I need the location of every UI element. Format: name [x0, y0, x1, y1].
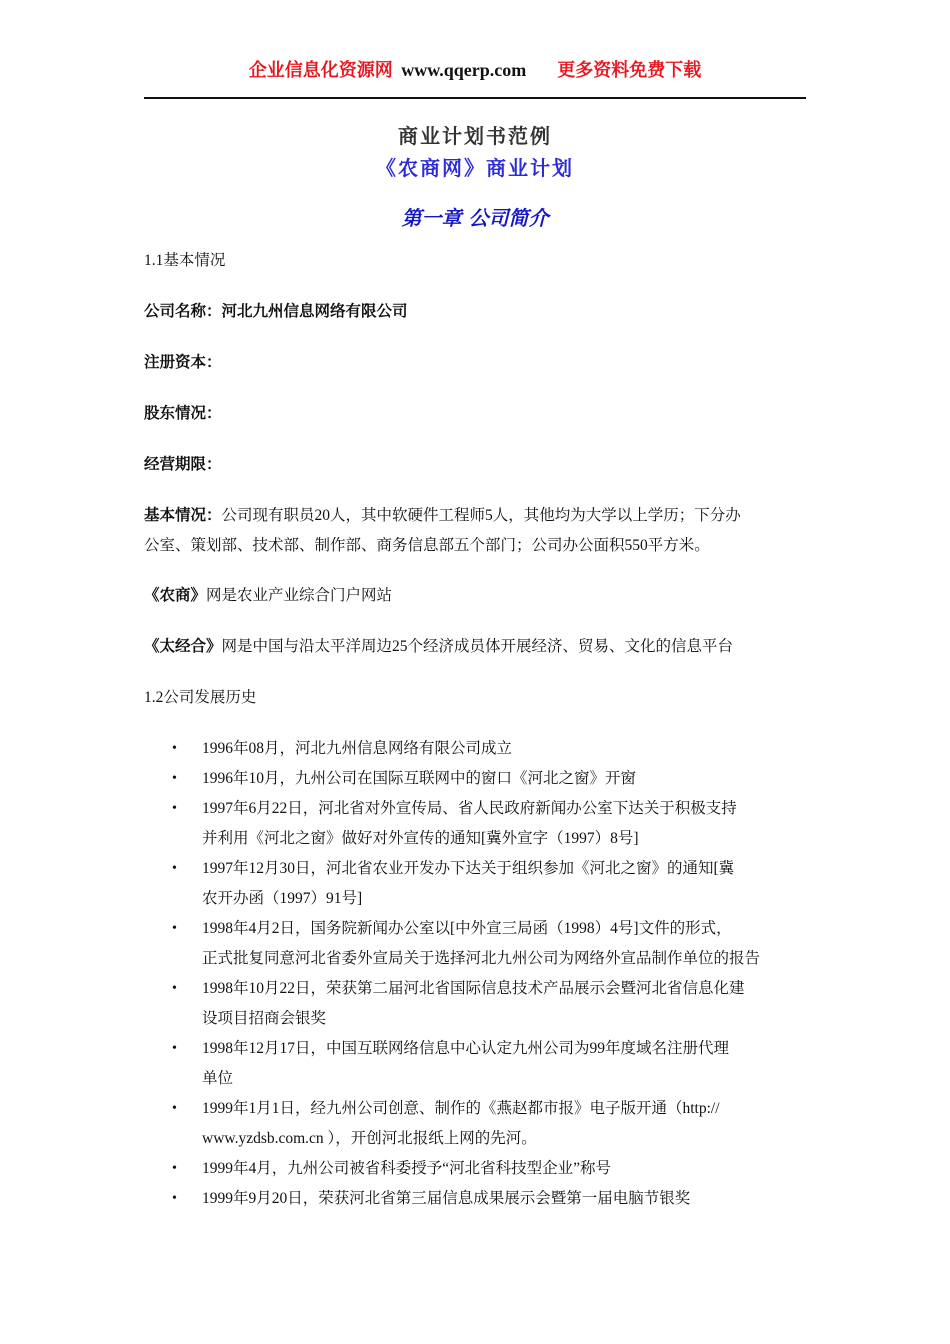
basic-info-line-2: 公室、策划部、技术部、制作部、商务信息部五个部门；公司办公面积550平方米。	[144, 537, 710, 554]
bullet-icon: •	[172, 981, 177, 996]
site-url-link[interactable]: www.qqerp.com	[401, 60, 527, 80]
list-item: • 1996年08月，河北九州信息网络有限公司成立	[144, 734, 806, 764]
business-term-label: 经营期限：	[144, 456, 222, 473]
taijinghe-desc: 网是中国与沿太平洋周边25个经济成员体开展经济、贸易、文化的信息平台	[221, 638, 734, 655]
section-heading-1-1: 1.1基本情况	[144, 252, 226, 269]
bullet-icon: •	[172, 771, 177, 786]
nongshang-name: 《农商》	[144, 587, 207, 604]
list-item: • 1996年10月，九州公司在国际互联网中的窗口《河北之窗》开窗	[144, 764, 806, 794]
document-subtitle: 《农商网》商业计划	[376, 156, 574, 180]
shareholders-label: 股东情况：	[144, 405, 222, 422]
site-name: 企业信息化资源网	[248, 60, 393, 80]
section-heading-1-2: 1.2公司发展历史	[144, 689, 257, 706]
list-item: • 1999年4月，九州公司被省科委授予“河北省科技型企业”称号	[144, 1154, 806, 1184]
company-name-field	[144, 297, 806, 327]
list-item: • 1998年12月17日，中国互联网络信息中心认定九州公司为99年度域名注册代理 单位	[144, 1034, 806, 1094]
list-item: • 1999年9月20日，荣获河北省第三届信息成果展示会暨第一届电脑节银奖	[144, 1184, 806, 1214]
list-item: • 1999年1月1日，经九州公司创意、制作的《燕赵都市报》电子版开通（http:// www.yzdsb.com.cn ），开创河北报纸上网的先河。	[144, 1094, 806, 1154]
company-name-value: 河北九州信息网络有限公司	[221, 303, 408, 320]
list-item: • 1998年4月2日，国务院新闻办公室以[中外宣三局函（1998）4号]文件的形式， 正式批复同意河北省委外宣局关于选择河北九州公司为网络外宣品制作单位的报告	[144, 914, 806, 974]
list-item: • 1998年10月22日，荣获第二届河北省国际信息技术产品展示会暨河北省信息化建 设项目招商会银奖	[144, 974, 806, 1034]
company-history-list	[144, 734, 806, 1214]
bullet-icon: •	[172, 861, 177, 876]
basic-info-line-1: 公司现有职员20人，其中软硬件工程师5人，其他均为大学以上学历；下分办	[221, 507, 741, 524]
bullet-icon: •	[172, 801, 177, 816]
document-title: 商业计划书范例	[398, 124, 552, 148]
bullet-icon: •	[172, 1161, 177, 1176]
bullet-icon: •	[172, 921, 177, 936]
list-item: • 1997年12月30日，河北省农业开发办下达关于组织参加《河北之窗》的通知[冀 农开办函（1997）91号]	[144, 854, 806, 914]
bullet-icon: •	[172, 741, 177, 756]
bullet-icon: •	[172, 1041, 177, 1056]
header-banner	[144, 56, 806, 82]
registered-capital-label: 注册资本：	[144, 354, 222, 371]
download-slogan: 更多资料免费下载	[557, 60, 702, 80]
nongshang-desc: 网是农业产业综合门户网站	[206, 587, 393, 604]
taijinghe-name: 《太经合》	[144, 638, 222, 655]
basic-info-paragraph	[144, 501, 806, 561]
basic-info-label: 基本情况：	[144, 507, 222, 524]
company-name-label: 公司名称：	[144, 303, 222, 320]
chapter-title: 第一章 公司简介	[401, 206, 549, 230]
bullet-icon: •	[172, 1191, 177, 1206]
nongshang-description	[144, 581, 806, 611]
header-divider	[144, 97, 806, 99]
list-item: • 1997年6月22日，河北省对外宣传局、省人民政府新闻办公室下达关于积极支持 并利用《河北之窗》做好对外宣传的通知[冀外宣字（1997）8号]	[144, 794, 806, 854]
bullet-icon: •	[172, 1101, 177, 1116]
taijinghe-description	[144, 632, 806, 662]
